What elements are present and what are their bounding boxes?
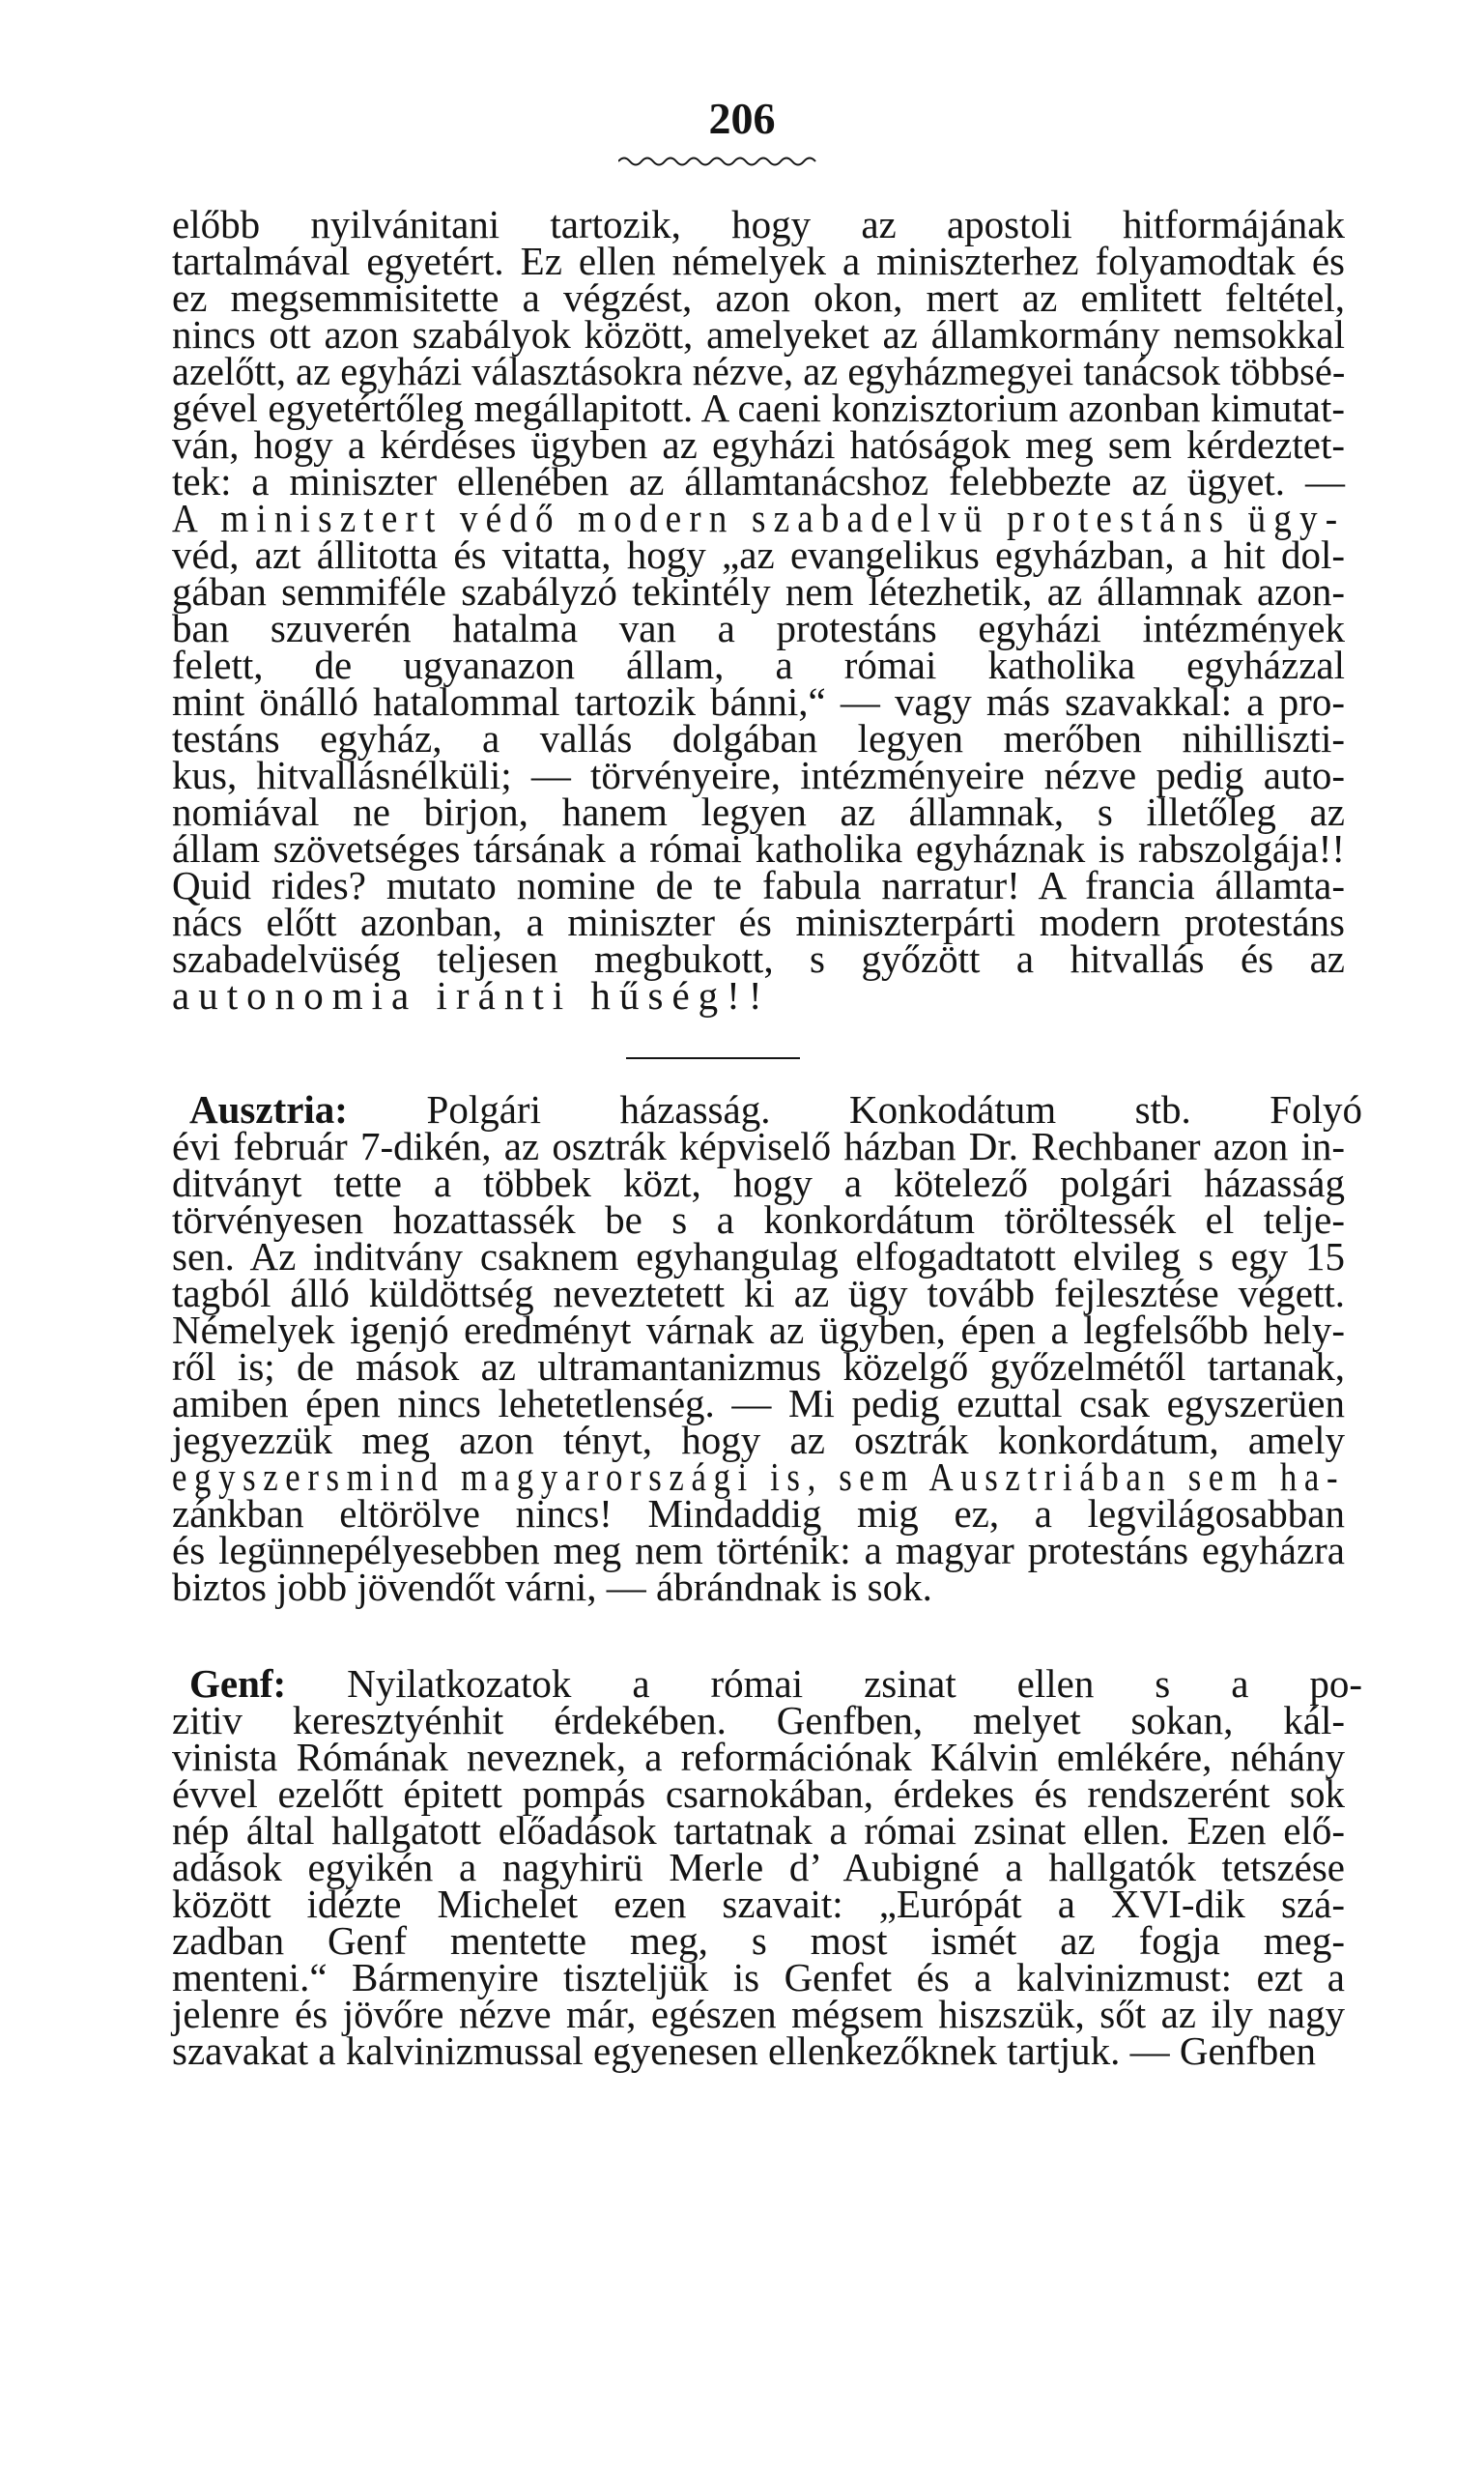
- text-line: ről is; de mások az ultramantanizmus közelgő győzelmétől tartanak,: [172, 1344, 1345, 1389]
- text-line: nincs ott azon szabályok között, amelyeket az államkormány nemsokkal: [172, 312, 1345, 357]
- text-line: azelőtt, az egyházi választásokra nézve, az egyházmegyei tanácsok többsé-: [172, 349, 1346, 393]
- text-line: adások egyikén a nagyhirü Merle d’ Aubigné a hallgatók tetszése: [172, 1845, 1345, 1889]
- text-line: ez megsemmisitette a végzést, azon okon, mert az emlitett feltétel,: [172, 275, 1345, 320]
- text-line: ditványt tette a többek közt, hogy a kötelező polgári házasság: [172, 1161, 1345, 1205]
- text-line: gában semmiféle szabályzó tekintély nem létezhetik, az államnak azon-: [172, 569, 1345, 614]
- text-line: és legünnepélyesebben meg nem történik: a magyar protestáns egyházra: [172, 1528, 1345, 1572]
- text-line: előbb nyilvánitani tartozik, hogy az apostoli hitformájának: [172, 202, 1345, 246]
- text-line: nács előtt azonban, a miniszter és miniszterpárti modern protestáns: [172, 900, 1345, 944]
- heading-text: Nyilatkozatok a római zsinat ellen s a po-: [286, 1661, 1362, 1706]
- heading-text: Polgári házasság. Konkodátum stb. Folyó: [347, 1087, 1362, 1132]
- text-line: A minisztert védő modern szabadelvü protestáns ügy-: [172, 496, 1346, 540]
- text-line: évi február 7-dikén, az osztrák képviselő házban Dr. Rechbaner azon in-: [172, 1124, 1345, 1168]
- text-line: felett, de ugyanazon állam, a római katholika egyházzal: [172, 643, 1345, 687]
- text-line: menteni.“ Bármenyire tiszteljük is Genfet és a kalvinizmust: ezt a: [172, 1955, 1345, 1999]
- text-line: Némelyek igenjó eredményt várnak az ügyben, épen a legfelsőbb hely-: [172, 1308, 1345, 1352]
- text-line: Quid rides? mutato nomine de te fabula narratur! A francia államta-: [172, 863, 1345, 907]
- text-line: amiben épen nincs lehetetlenség. — Mi pedig ezuttal csak egyszerüen: [172, 1381, 1345, 1425]
- text-line: nép által hallgatott előadások tartatnak a római zsinat ellen. Ezen elő-: [172, 1808, 1345, 1853]
- text-line: tek: a miniszter ellenében az államtanácshoz felebbezte az ügyet. —: [172, 459, 1345, 503]
- text-line: kus, hitvallásnélküli; — törvényeire, intézményeire nézve pedig auto-: [172, 753, 1345, 797]
- text-line: tagból álló küldöttség neveztetett ki az ügy tovább fejlesztése végett.: [172, 1271, 1345, 1315]
- text-line: zitiv keresztyénhit érdekében. Genfben, melyet sokan, kál-: [172, 1698, 1345, 1742]
- text-line: mint önálló hatalommal tartozik bánni,“ — vagy más szavakkal: a pro-: [172, 679, 1345, 724]
- text-line: nomiával ne birjon, hanem legyen az államnak, s illetőleg az: [172, 790, 1345, 834]
- text-line: között idézte Michelet ezen szavait: „Európát a XVI-dik szá-: [172, 1882, 1345, 1926]
- text-line: autonomia iránti hűség!!: [172, 973, 771, 1018]
- text-line: évvel ezelőtt épitett pompás csarnokában, érdekes és rendszerént sok: [172, 1771, 1345, 1816]
- text-line: véd, azt állitotta és vitatta, hogy „az evangelikus egyházban, a hit dol-: [172, 532, 1345, 577]
- section-divider: [626, 1057, 800, 1059]
- text-line: jelenre és jövőre nézve már, egészen mégsem hiszszük, sőt az ily nagy: [172, 1992, 1345, 2036]
- text-line: zánkban eltörölve nincs! Mindaddig mig ez, a legvilágosabban: [172, 1491, 1345, 1536]
- page-number: 206: [708, 94, 776, 143]
- text-line: törvényesen hozattassék be s a konkordátum töröltessék el telje-: [172, 1197, 1345, 1242]
- text-line: gével egyetértőleg megállapitott. A caeni konzisztorium azonban kimutat-: [172, 386, 1345, 430]
- text-line: állam szövetséges társának a római katholika egyháznak is rabszolgája!!: [172, 826, 1345, 871]
- text-line: biztos jobb jövendőt várni, — ábrándnak is sok.: [172, 1565, 932, 1609]
- text-line: ban szuverén hatalma van a protestáns egyházi intézmények: [172, 606, 1345, 650]
- text-line: sen. Az inditvány csaknem egyhangulag elfogadtatott elvileg s egy 15: [172, 1234, 1345, 1279]
- text-line: szavakat a kalvinizmussal egyenesen ellenkezőknek tartjuk. — Genfben: [172, 2028, 1316, 2073]
- text-line: egyszersmind magyarországi is, sem Ausztriában sem ha-: [172, 1454, 1346, 1499]
- text-line: szabadelvüség teljesen megbukott, s győzött a hitvallás és az: [172, 936, 1345, 981]
- text-line: zadban Genf mentette meg, s most ismét az fogja meg-: [172, 1918, 1345, 1963]
- text-line: vinista Rómának neveznek, a reformációnak Kálvin emlékére, néhány: [172, 1735, 1345, 1779]
- text-line: testáns egyház, a vallás dolgában legyen merőben nihilliszti-: [172, 716, 1345, 761]
- section-heading: Genf:: [189, 1661, 287, 1706]
- section-heading: Ausztria:: [189, 1087, 348, 1132]
- text-line: tartalmával egyetért. Ez ellen némelyek a miniszterhez folyamodtak és: [172, 239, 1345, 283]
- text-line: ván, hogy a kérdéses ügyben az egyházi hatóságok meg sem kérdeztet-: [172, 422, 1345, 467]
- text-line: jegyezzük meg azon tényt, hogy az osztrák konkordátum, amely: [172, 1418, 1345, 1462]
- wavy-ornament: [618, 153, 821, 166]
